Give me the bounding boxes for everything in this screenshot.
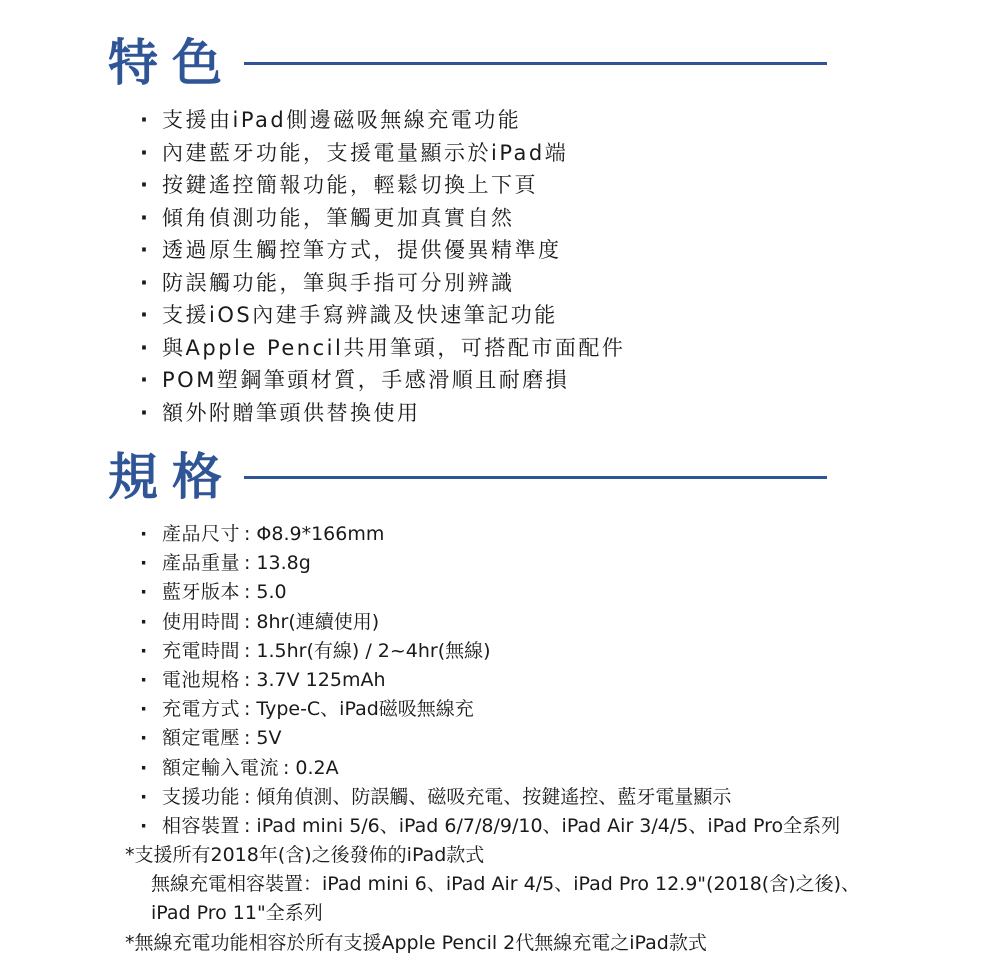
note-compatibility: *支援所有2018年(含)之後發佈的iPad款式 (125, 844, 485, 866)
spec-colon: : (244, 581, 251, 604)
feature-item: · 支援iOS內建手寫辨識及快速筆記功能 (140, 299, 625, 332)
spec-colon: : (244, 698, 251, 721)
features-header (108, 34, 827, 92)
spec-label: 電池規格 (162, 668, 241, 691)
note-wireless-charging: *無線充電功能相容於所有支援Apple Pencil 2代無線充電之iPad款式 (125, 931, 707, 954)
spec-row (140, 812, 840, 841)
features-divider (244, 62, 827, 65)
spec-value: 5V (256, 727, 282, 750)
spec-colon: : (244, 639, 251, 662)
spec-row (140, 783, 840, 812)
features-list (140, 104, 625, 429)
spec-value: Φ8.9*166mm (256, 523, 385, 545)
note-wireless-devices: 無線充電相容裝置：iPad mini 6、iPad Air 4/5、iPad Pro 12.9"(2018(含)之後)、 (151, 873, 861, 896)
spec-value: 5.0 (256, 581, 287, 604)
spec-label: 額定輸入電流 (162, 756, 280, 779)
spec-row (140, 754, 840, 783)
feature-item: · 內建藍牙功能，支援電量顯示於iPad端 (140, 137, 625, 170)
spec-row (140, 695, 840, 724)
spec-colon: : (244, 552, 251, 575)
feature-item: · 透過原生觸控筆方式，提供優異精準度 (140, 234, 625, 267)
spec-colon: : (244, 727, 251, 750)
feature-item: · POM塑鋼筆頭材質，手感滑順且耐磨損 (140, 364, 625, 397)
spec-row (140, 666, 840, 695)
spec-value: 1.5hr(有線) / 2~4hr(無線) (256, 639, 491, 662)
spec-colon: : (283, 756, 290, 779)
spec-row (140, 578, 840, 607)
spec-row (140, 608, 840, 637)
spec-value: iPad mini 5/6、iPad 6/7/8/9/10、iPad Air 3/4/5、iPad Pro全系列 (256, 814, 841, 837)
spec-label: 產品尺寸 (162, 523, 241, 545)
spec-value: 傾角偵測、防誤觸、磁吸充電、按鍵遙控、藍牙電量顯示 (256, 785, 732, 808)
features-title: 特色 (108, 34, 236, 92)
spec-colon: : (244, 785, 251, 808)
spec-value: 8hr(連續使用) (256, 610, 380, 633)
spec-value: Type-C、iPad磁吸無線充 (256, 698, 474, 721)
notes-block (125, 841, 860, 958)
specs-title: 規格 (108, 448, 236, 506)
feature-item: · 支援由iPad側邊磁吸無線充電功能 (140, 104, 625, 137)
spec-colon: : (244, 668, 251, 691)
spec-label: 充電方式 (162, 698, 241, 721)
spec-row (140, 724, 840, 753)
specs-divider (244, 476, 827, 479)
spec-label: 相容裝置 (162, 814, 241, 837)
spec-colon: : (244, 523, 251, 545)
spec-label: 使用時間 (162, 610, 241, 633)
spec-row (140, 637, 840, 666)
spec-label: 支援功能 (162, 785, 241, 808)
spec-label: 額定電壓 (162, 727, 241, 750)
spec-value: 13.8g (256, 552, 311, 575)
spec-colon: : (244, 610, 251, 633)
feature-item: · 按鍵遙控簡報功能，輕鬆切換上下頁 (140, 169, 625, 202)
spec-row (140, 520, 840, 549)
spec-colon: : (244, 814, 251, 837)
feature-item: · 額外附贈筆頭供替換使用 (140, 397, 625, 430)
spec-value: 0.2A (295, 756, 339, 779)
spec-row (140, 549, 840, 578)
feature-item: · 防誤觸功能，筆與手指可分別辨識 (140, 267, 625, 300)
spec-label: 產品重量 (162, 552, 241, 575)
spec-label: 藍牙版本 (162, 581, 241, 604)
spec-value: 3.7V 125mAh (256, 668, 386, 691)
note-wireless-devices-cont: iPad Pro 11"全系列 (151, 902, 323, 925)
feature-item: · 傾角偵測功能，筆觸更加真實自然 (140, 202, 625, 235)
feature-item: · 與Apple Pencil共用筆頭，可搭配市面配件 (140, 332, 625, 365)
specs-header (108, 448, 827, 506)
spec-label: 充電時間 (162, 639, 241, 662)
specs-list (140, 520, 840, 841)
